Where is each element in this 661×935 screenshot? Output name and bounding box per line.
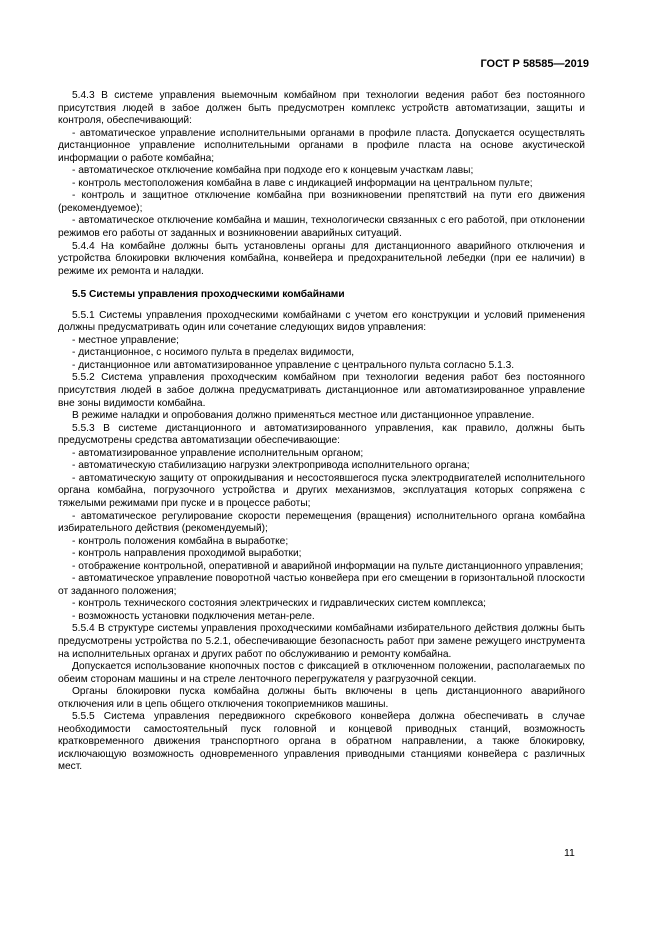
- paragraph-5-5-2-note: В режиме наладки и опробования должно применяться местное или дистанционное управление.: [72, 410, 535, 422]
- list-item: - автоматическое регулирование скорости перемещения (вращения) исполнительного органа комбайна избирательного действия (рекомендуемый);: [58, 510, 585, 535]
- list-item: - дистанционное, с носимого пульта в пределах видимости,: [72, 347, 355, 359]
- section-heading-5-5: 5.5 Системы управления проходческими комбайнами: [72, 289, 345, 301]
- document-body: [58, 90, 585, 774]
- standard-code: ГОСТ Р 58585—2019: [480, 58, 589, 70]
- list-item: - дистанционное или автоматизированное управление с центрального пульта согласно 5.1.3.: [72, 359, 515, 371]
- list-item: - возможность установки подключения метан-реле.: [72, 610, 315, 622]
- list-item: - автоматизированное управление исполнительным органом;: [72, 447, 364, 459]
- list-item: - автоматическое отключение комбайна при подходе его к концевым участкам лавы;: [72, 165, 474, 177]
- list-item: - автоматическую защиту от опрокидывания и несостоявшегося пуска электродвигателей исполнительного органа комбайна, погрузочного устройства и других механизмов, эксплуатация которых сопряжена с тяжелыми режимами при пуске и в процессе работы;: [58, 472, 585, 509]
- list-item: - автоматическое отключение комбайна и машин, технологически связанных с его работой, при отклонении режимов его работы от заданных и возникновении аварийных ситуаций.: [58, 215, 585, 240]
- list-item: - местное управление;: [72, 334, 179, 346]
- paragraph-5-5-4-note: Допускается использование кнопочных постов с фиксацией в отключенном положении, располагаемых по обеим сторонам машины и на стреле ленточного перегружателя у разгрузочной секции.: [58, 661, 585, 685]
- list-item: - автоматическое управление поворотной частью конвейера при его смещении в горизонтальной плоскости от заданного положения;: [58, 573, 585, 597]
- paragraph-5-4-4: 5.4.4 На комбайне должны быть установлены органы для дистанционного аварийного отключения и устройства блокировки включения комбайна, конвейера и предохранительной лебедки (при ее наличии) в режиме их ремонта и наладки.: [58, 240, 585, 277]
- paragraph-5-5-2: 5.5.2 Система управления проходческим комбайном при технологии ведения работ без постоянного присутствия людей в забое должна предусматривать дистанционное или автоматизированное управление вне зоны видимости комбайна.: [58, 372, 585, 409]
- list-item: - контроль местоположения комбайна в лаве с индикацией информации на центральном пульте;: [72, 177, 533, 189]
- paragraph-5-5-3: 5.5.3 В системе дистанционного и автоматизированного управления, как правило, должны быть предусмотрены средства автоматизации обеспечивающие:: [58, 422, 585, 447]
- list-item: - отображение контрольной, оперативной и аварийной информации на пульте дистанционного управления;: [72, 560, 584, 572]
- page-number: 11: [564, 847, 575, 859]
- list-item: - автоматическую стабилизацию нагрузки электропривода исполнительного органа;: [72, 460, 470, 472]
- paragraph-5-5-4-blocking: Органы блокировки пуска комбайна должны быть включены в цепь дистанционного аварийного отключения или в цепь общего отключения токоприемников машины.: [58, 686, 585, 710]
- paragraph-5-4-3: 5.4.3 В системе управления выемочным комбайном при технологии ведения работ без постоянного присутствия людей в забое должен быть предусмотрен комплекс устройств автоматизации, защиты и контроля, обеспечивающий:: [58, 90, 585, 127]
- list-item: - контроль технического состояния электрических и гидравлических систем комплекса;: [72, 598, 486, 610]
- paragraph-5-5-1: 5.5.1 Системы управления проходческими комбайнами с учетом его конструкции и условий применения должны предусматривать один или сочетание следующих видов управления:: [58, 309, 585, 334]
- paragraph-5-5-5: 5.5.5 Система управления передвижного скребкового конвейера должна обеспечивать в случае необходимости самостоятельный пуск головной и концевой приводных станций, возможность кратковременного движения транспортного органа в обратном направлении, а также блокировку, исключающую возможность одновременного управления приводными станциями конвейера с различных мест.: [58, 711, 585, 773]
- list-item: - контроль направления проходимой выработки;: [72, 548, 302, 560]
- list-item: - контроль и защитное отключение комбайна при возникновении препятствий на пути его движения (рекомендуемое);: [58, 190, 585, 214]
- list-item: - автоматическое управление исполнительными органами в профиле пласта. Допускается осуществлять дистанционное управление исполнительными органами в профиле пласта на основе акустической информации о работе комбайна;: [58, 127, 585, 164]
- list-item: - контроль положения комбайна в выработке;: [72, 535, 289, 547]
- paragraph-5-5-4: 5.5.4 В структуре системы управления проходческими комбайнами избирательного действия должны быть предусмотрены устройства по 5.2.1, обеспечивающие безопасность работ при замене режущего инструмента на исполнительных органах и других работ по обслуживанию и ремонту комбайна.: [58, 623, 585, 660]
